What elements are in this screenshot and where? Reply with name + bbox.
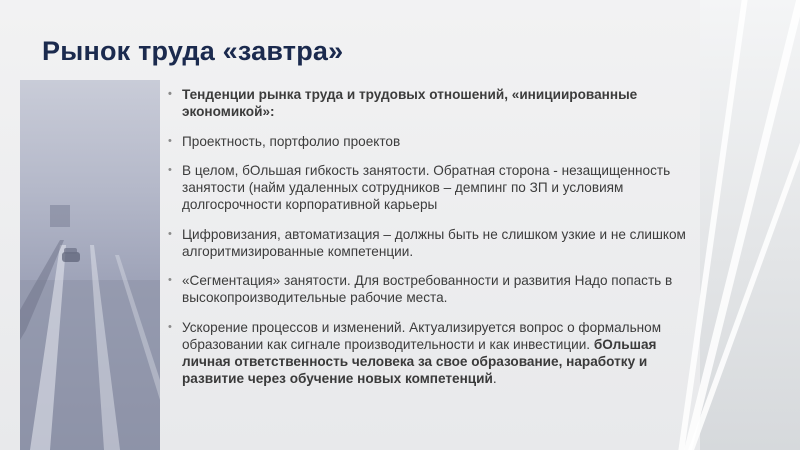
architecture-background: [700, 0, 800, 450]
bullet-text: «Сегментация» занятости. Для востребованности и развития Надо попасть в высокопроизводительные рабочие места.: [182, 273, 673, 305]
bullet-bold-text: бОльшая личная ответственность человека за свое образование, наработку и развитие через обучение новых компетенций: [182, 336, 657, 386]
bullet-text: Цифровизания, автоматизация – должны быть не слишком узкие и не слишком алгоритмизированные компетенции.: [182, 226, 686, 259]
bullet-item: [168, 226, 708, 260]
bullet-text: Тенденции рынка труда и трудовых отношений, «инициированные экономикой»:: [182, 87, 638, 119]
bullet-item: [168, 133, 708, 150]
bullet-item: [168, 162, 708, 213]
bullet-item: [168, 86, 708, 120]
bullet-text: Ускорение процессов и изменений. Актуализируется вопрос о формальном образовании как сигнале производительности и как инвестиции.: [182, 319, 662, 352]
bullet-tail: .: [492, 370, 497, 386]
slide-title: Рынок труда «завтра»: [42, 36, 344, 66]
road-illustration: [20, 80, 160, 450]
bullet-text: В целом, бОльшая гибкость занятости. Обратная сторона - незащищенность занятости (найм удаленных сотрудников – демпинг по ЗП и условиям долгосрочности корпоративной карьеры: [182, 163, 671, 212]
content-area: [168, 86, 708, 441]
foggy-road-photo: [20, 80, 160, 450]
bullet-item: [168, 319, 708, 387]
bullet-text: Проектность, портфолио проектов: [182, 133, 401, 149]
bullet-list: [168, 86, 708, 387]
bullet-item: [168, 272, 708, 306]
